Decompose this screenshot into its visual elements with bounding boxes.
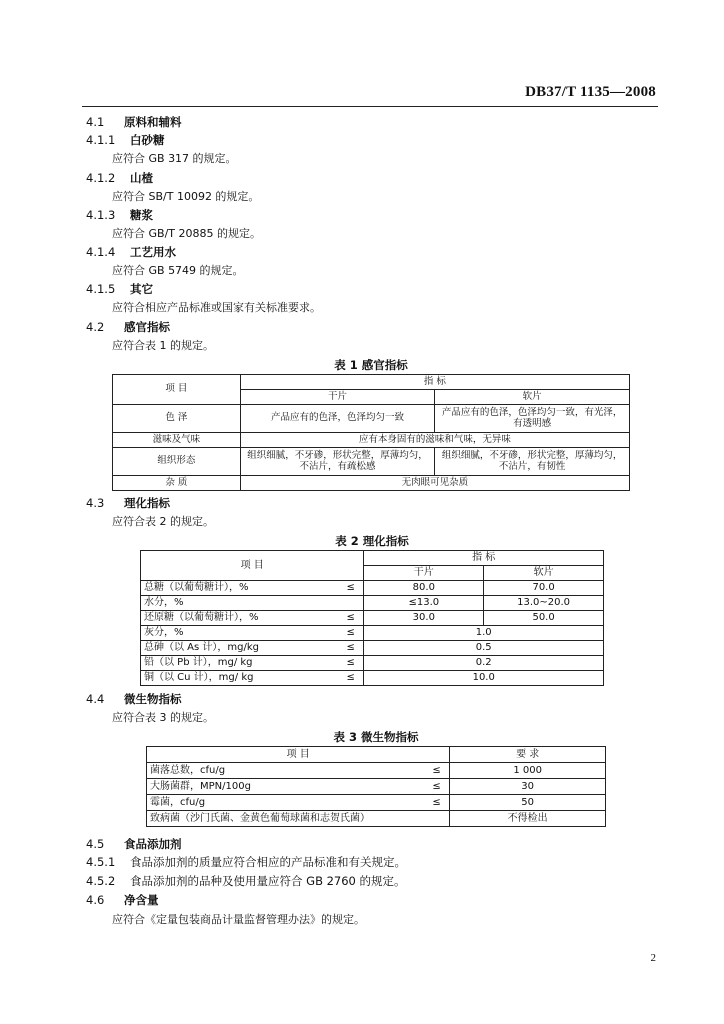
section-number: 4.4 (86, 692, 105, 706)
section-4-1-5-heading (86, 281, 153, 297)
table-cell-operator: ≤ (424, 795, 450, 811)
table-cell-operator (338, 596, 364, 611)
section-4-3-text: 应符合表 2 的规定。 (112, 515, 214, 528)
table-row (141, 626, 604, 641)
section-4-1-4-text: 应符合 GB 5749 的规定。 (112, 264, 244, 277)
table-cell-both: 0.2 (364, 656, 604, 671)
section-title: 原料和辅料 (124, 115, 182, 129)
table-cell-item: 总糖（以葡萄糖计），% (141, 581, 338, 596)
table-row (141, 611, 604, 626)
table-cell-item: 滋味及气味 (113, 433, 241, 448)
table-cell-operator: ≤ (338, 641, 364, 656)
table-1-sensory (112, 374, 630, 491)
table-cell-soft: 50.0 (484, 611, 604, 626)
table-cell-operator: ≤ (338, 656, 364, 671)
table-cell-item: 色 泽 (113, 405, 241, 433)
table-row (141, 596, 604, 611)
table-row (147, 795, 606, 811)
table-cell-item: 总砷（以 As 计），mg/kg (141, 641, 338, 656)
section-number: 4.5.2 (86, 874, 116, 888)
section-4-6-heading (86, 892, 159, 908)
section-number: 4.1.3 (86, 208, 116, 222)
table-header-dry: 干片 (364, 566, 484, 581)
section-4-1-2-text: 应符合 SB/T 10092 的规定。 (112, 190, 260, 203)
table-cell-item: 大肠菌群，MPN/100g (147, 779, 424, 795)
table-cell-item: 铜（以 Cu 计），mg/ kg (141, 671, 338, 686)
table-cell-item: 组织形态 (113, 448, 241, 476)
section-title: 工艺用水 (130, 245, 176, 259)
table-row (141, 641, 604, 656)
section-text: 食品添加剂的品种及使用量应符合 GB 2760 的规定。 (130, 874, 406, 888)
section-number: 4.1 (86, 115, 105, 129)
section-4-2-text: 应符合表 1 的规定。 (112, 339, 214, 352)
section-4-3-heading (86, 495, 170, 511)
section-title: 感官指标 (124, 320, 170, 334)
table-row (147, 811, 606, 827)
table-row (147, 779, 606, 795)
table-cell-requirement: 50 (450, 795, 606, 811)
section-title: 微生物指标 (124, 692, 182, 706)
table-row (141, 581, 604, 596)
table-cell-item: 杂 质 (113, 476, 241, 491)
table-header-item: 项 目 (141, 551, 364, 581)
section-4-4-heading (86, 691, 182, 707)
table-row (147, 763, 606, 779)
table-cell-operator: ≤ (424, 779, 450, 795)
section-4-1-4-heading (86, 244, 176, 260)
table-cell-dry: 组织细腻，不牙碜，形状完整，厚薄均匀，不沾片，有疏松感 (240, 448, 435, 476)
table-cell-dry: 80.0 (364, 581, 484, 596)
table-2-title: 表 2 理化指标 (335, 534, 409, 548)
section-number: 4.1.2 (86, 171, 116, 185)
section-number: 4.2 (86, 320, 105, 334)
table-cell-requirement: 30 (450, 779, 606, 795)
section-number: 4.5.1 (86, 855, 116, 869)
header-rule (82, 106, 658, 107)
table-row (113, 433, 630, 448)
table-3-microbiological (146, 746, 606, 827)
table-cell-both: 无肉眼可见杂质 (240, 476, 629, 491)
table-cell-item: 菌落总数，cfu/g (147, 763, 424, 779)
table-header-index: 指 标 (240, 375, 629, 390)
table-3-title: 表 3 微生物指标 (333, 730, 419, 744)
section-4-1-2-heading (86, 170, 153, 186)
table-cell-soft: 70.0 (484, 581, 604, 596)
table-cell-operator: ≤ (338, 671, 364, 686)
table-cell-both: 10.0 (364, 671, 604, 686)
section-title: 其它 (130, 282, 153, 296)
section-number: 4.5 (86, 837, 105, 851)
table-cell-item: 灰分，% (141, 626, 338, 641)
table-cell-dry: ≤13.0 (364, 596, 484, 611)
section-4-6-text: 应符合《定量包装商品计量监督管理办法》的规定。 (112, 913, 365, 926)
section-4-4-text: 应符合表 3 的规定。 (112, 711, 214, 724)
table-header-soft: 软片 (435, 390, 630, 405)
table-1-title: 表 1 感官指标 (334, 358, 408, 372)
table-row (113, 405, 630, 433)
table-2-physicochemical (140, 550, 604, 686)
table-cell-item: 霉菌，cfu/g (147, 795, 424, 811)
section-title: 净含量 (124, 893, 159, 907)
section-number: 4.1.5 (86, 282, 116, 296)
table-cell-dry: 30.0 (364, 611, 484, 626)
table-cell-soft: 产品应有的色泽，色泽均匀一致，有光泽，有透明感 (435, 405, 630, 433)
table-row (113, 476, 630, 491)
table-cell-item: 铅（以 Pb 计），mg/ kg (141, 656, 338, 671)
section-text: 食品添加剂的质量应符合相应的产品标准和有关规定。 (130, 855, 406, 869)
table-cell-operator: ≤ (338, 611, 364, 626)
section-4-1-1-text: 应符合 GB 317 的规定。 (112, 152, 237, 165)
section-number: 4.1.1 (86, 133, 116, 147)
section-title: 白砂糖 (130, 133, 165, 147)
table-cell-item: 还原糖（以葡萄糖计），% (141, 611, 338, 626)
section-title: 食品添加剂 (124, 837, 182, 851)
section-4-1-3-text: 应符合 GB/T 20885 的规定。 (112, 227, 261, 240)
table-cell-both: 1.0 (364, 626, 604, 641)
section-4-5-2 (86, 873, 406, 889)
table-header-dry: 干片 (240, 390, 435, 405)
table-header-index: 指 标 (364, 551, 604, 566)
table-cell-operator: ≤ (338, 581, 364, 596)
table-cell-operator (424, 811, 450, 827)
standard-code: DB37/T 1135—2008 (525, 84, 656, 100)
table-cell-dry: 产品应有的色泽，色泽均匀一致 (240, 405, 435, 433)
table-cell-both: 应有本身固有的滋味和气味，无异味 (240, 433, 629, 448)
section-4-1-1-heading (86, 132, 165, 148)
table-cell-operator: ≤ (424, 763, 450, 779)
section-number: 4.1.4 (86, 245, 116, 259)
table-cell-operator: ≤ (338, 626, 364, 641)
table-row (141, 656, 604, 671)
table-cell-both: 0.5 (364, 641, 604, 656)
section-title: 山楂 (130, 171, 153, 185)
table-header-item: 项 目 (113, 375, 241, 405)
section-4-1-heading (86, 114, 182, 130)
section-number: 4.6 (86, 893, 105, 907)
table-row (141, 671, 604, 686)
section-title: 理化指标 (124, 496, 170, 510)
table-cell-item: 水分，% (141, 596, 338, 611)
table-cell-item: 致病菌（沙门氏菌、金黄色葡萄球菌和志贺氏菌） (147, 811, 424, 827)
section-4-2-heading (86, 319, 170, 335)
section-4-1-5-text: 应符合相应产品标准或国家有关标准要求。 (112, 301, 321, 314)
section-4-1-3-heading (86, 207, 153, 223)
table-cell-soft: 组织细腻，不牙碜，形状完整，厚薄均匀，不沾片，有韧性 (435, 448, 630, 476)
table-cell-requirement: 1 000 (450, 763, 606, 779)
table-cell-soft: 13.0~20.0 (484, 596, 604, 611)
table-header-soft: 软片 (484, 566, 604, 581)
section-number: 4.3 (86, 496, 105, 510)
section-4-5-1 (86, 854, 406, 870)
section-4-5-heading (86, 836, 182, 852)
page-number: 2 (650, 952, 656, 964)
table-row (113, 448, 630, 476)
table-header-item: 项 目 (147, 747, 450, 763)
table-cell-requirement: 不得检出 (450, 811, 606, 827)
table-header-requirement: 要 求 (450, 747, 606, 763)
section-title: 糖浆 (130, 208, 153, 222)
